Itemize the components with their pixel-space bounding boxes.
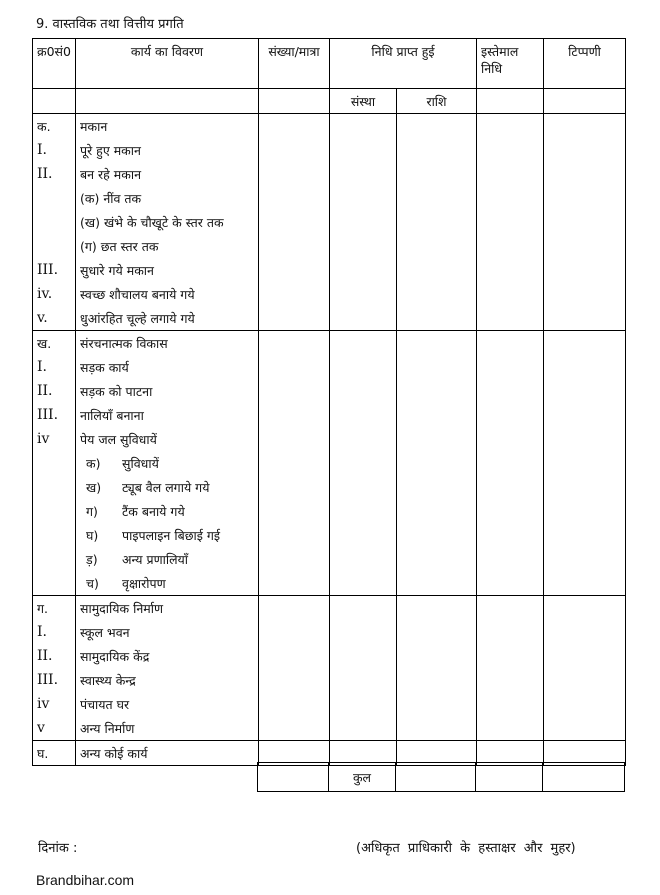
row-description xyxy=(76,571,259,596)
table-row xyxy=(33,475,626,499)
row-description: स्वच्छ शौचालय बनाये गये xyxy=(76,282,259,306)
header-description: कार्य का विवरण xyxy=(76,39,259,89)
table-row xyxy=(33,499,626,523)
row-description: स्वास्थ्य केन्द्र xyxy=(76,668,259,692)
row-sno xyxy=(33,451,76,475)
table-row xyxy=(33,282,626,306)
table-row xyxy=(33,523,626,547)
row-sno xyxy=(33,547,76,571)
row-sno: II. xyxy=(33,644,76,668)
row-sub-label: अन्य प्रणालियाँ xyxy=(122,551,189,567)
row-sno: III. xyxy=(33,258,76,282)
row-description: नालियाँ बनाना xyxy=(76,403,259,427)
row-sno: iv. xyxy=(33,282,76,306)
row-description: सुधारे गये मकान xyxy=(76,258,259,282)
table-row xyxy=(33,379,626,403)
row-description: मकान xyxy=(76,114,259,139)
row-sub-marker: क) xyxy=(86,455,101,471)
row-sno: I. xyxy=(33,620,76,644)
header-quantity: संख्या/मात्रा xyxy=(259,39,330,89)
row-sno: II. xyxy=(33,162,76,186)
row-sno: III. xyxy=(33,668,76,692)
row-description: (क) नींव तक xyxy=(76,186,259,210)
row-sno: III. xyxy=(33,403,76,427)
table-row xyxy=(33,403,626,427)
row-description xyxy=(76,475,259,499)
row-sno xyxy=(33,234,76,258)
table-row xyxy=(33,162,626,186)
row-description: धुआंरहित चूल्हे लगाये गये xyxy=(76,306,259,331)
row-sub-label: वृक्षारोपण xyxy=(122,575,166,591)
table-row xyxy=(33,596,626,621)
row-sno: v xyxy=(33,716,76,741)
table-row xyxy=(33,210,626,234)
row-description: (ख) खंभे के चौखूटे के स्तर तक xyxy=(76,210,259,234)
row-sno: v. xyxy=(33,306,76,331)
table-row xyxy=(33,427,626,451)
row-sub-marker: च) xyxy=(86,575,99,591)
row-description: बन रहे मकान xyxy=(76,162,259,186)
row-description: पंचायत घर xyxy=(76,692,259,716)
table-row xyxy=(33,186,626,210)
table-row xyxy=(33,716,626,741)
header-funds-received: निधि प्राप्त हुई xyxy=(330,39,477,89)
table-row xyxy=(33,138,626,162)
row-sub-label: पाइपलाइन बिछाई गई xyxy=(122,527,220,543)
row-description xyxy=(76,499,259,523)
row-sno: II. xyxy=(33,379,76,403)
row-sno: क. xyxy=(33,114,76,139)
row-description: सामुदायिक केंद्र xyxy=(76,644,259,668)
row-sno xyxy=(33,571,76,596)
header-amount: राशि xyxy=(397,89,477,114)
table-header xyxy=(33,39,626,89)
row-description: संरचनात्मक विकास xyxy=(76,331,259,356)
table-row xyxy=(33,114,626,139)
total-label: कुल xyxy=(329,763,396,792)
table-row xyxy=(33,355,626,379)
row-sno xyxy=(33,186,76,210)
table-row xyxy=(33,451,626,475)
table-row xyxy=(33,258,626,282)
table-row xyxy=(33,668,626,692)
table-row xyxy=(33,331,626,356)
row-description: अन्य निर्माण xyxy=(76,716,259,741)
table-row xyxy=(33,234,626,258)
row-sno: iv xyxy=(33,427,76,451)
row-sno xyxy=(33,475,76,499)
row-sno: ग. xyxy=(33,596,76,621)
table-row xyxy=(33,571,626,596)
row-description: सड़क को पाटना xyxy=(76,379,259,403)
row-sub-marker: ड़) xyxy=(86,551,98,567)
header-sno: क्र0सं0 xyxy=(33,39,76,89)
row-description xyxy=(76,523,259,547)
table-row xyxy=(33,692,626,716)
row-sub-marker: ग) xyxy=(86,503,98,519)
row-description: पेय जल सुविधायें xyxy=(76,427,259,451)
row-sno: iv xyxy=(33,692,76,716)
row-sub-label: ट्यूब वैल लगाये गये xyxy=(122,479,210,495)
table-subheader xyxy=(33,89,626,114)
progress-table xyxy=(32,38,626,766)
table-row xyxy=(33,644,626,668)
row-sno: ख. xyxy=(33,331,76,356)
row-sno xyxy=(33,523,76,547)
row-description xyxy=(76,451,259,475)
row-description: (ग) छत स्तर तक xyxy=(76,234,259,258)
row-sub-marker: घ) xyxy=(86,527,99,543)
header-institution: संस्था xyxy=(330,89,397,114)
row-description: सड़क कार्य xyxy=(76,355,259,379)
section-title: 9. वास्तविक तथा वित्तीय प्रगति xyxy=(36,17,184,32)
header-remarks: टिप्पणी xyxy=(544,39,626,89)
row-sno xyxy=(33,210,76,234)
row-description: स्कूल भवन xyxy=(76,620,259,644)
row-description: पूरे हुए मकान xyxy=(76,138,259,162)
header-funds-used: इस्तेमाल निधि xyxy=(477,39,544,89)
row-sno: I. xyxy=(33,355,76,379)
row-sub-label: टैंक बनाये गये xyxy=(122,503,185,519)
table-row xyxy=(33,547,626,571)
row-description: सामुदायिक निर्माण xyxy=(76,596,259,621)
row-description: अन्य कोई कार्य xyxy=(76,741,259,766)
row-sub-label: सुविधायें xyxy=(122,455,159,471)
row-sno: I. xyxy=(33,138,76,162)
signature-line: (अधिकृत प्राधिकारी के हस्ताक्षर और मुहर) xyxy=(356,841,576,856)
brand-watermark: Brandbihar.com xyxy=(36,872,135,888)
row-sub-marker: ख) xyxy=(86,479,102,495)
table-row xyxy=(33,306,626,331)
date-label: दिनांक : xyxy=(38,841,78,856)
row-description xyxy=(76,547,259,571)
row-sno: घ. xyxy=(33,741,76,766)
total-row xyxy=(257,762,625,792)
row-sno xyxy=(33,499,76,523)
table-row xyxy=(33,620,626,644)
